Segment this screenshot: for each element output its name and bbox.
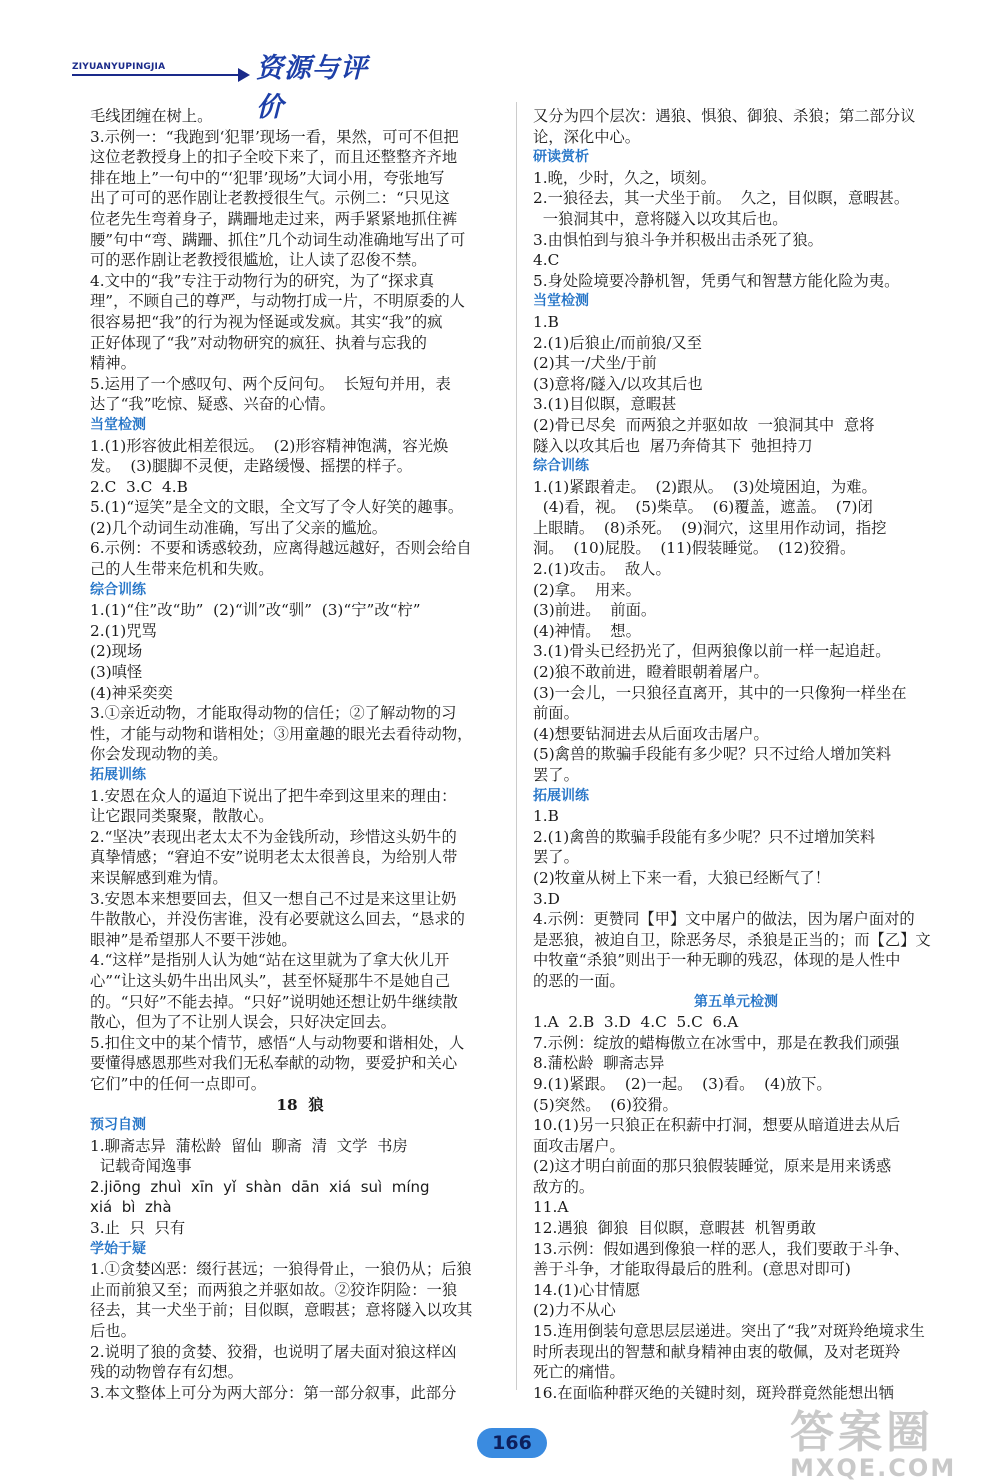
header-arrow-line [72,74,242,76]
answer-line: 2.(1)禽兽的欺骗手段能有多少呢？只不过增加笑料 [533,827,876,846]
answer-line: (2)几个动词生动准确，写出了父亲的尴尬。 [90,518,388,537]
answer-line: 2.一狼径去，其一犬坐于前。 久之，目似瞑，意暇甚。 [533,189,910,208]
answer-line: 1.(1)“住”改“助” (2)“训”改“驯” (3)“宁”改“柠” [90,601,421,620]
answer-line: 1.B [533,312,559,331]
answer-line: 4.文中的“我”专注于动物行为的研究，为了“探求真 [90,271,434,290]
answer-line: 洞。 (10)屁股。 (11)假装睡觉。 (12)狡猾。 [533,539,856,558]
answer-line: (2)牧童从树上下来一看，大狼已经断气了！ [533,868,831,887]
answer-line: (2)骨已尽矣 而两狼之并驱如故 一狼洞其中 意将 [533,415,875,434]
answer-line: 1.①贪婪凶恶：缀行甚远；一狼得骨止，一狼仍从；后狼 [90,1260,472,1279]
answer-line: 5.扣住文中的某个情节，感悟“人与动物要和谐相处，人 [90,1033,465,1052]
right-column [533,106,939,1403]
answer-line: 径去，其一犬坐于前；目似瞑，意暇甚；意将隧入以攻其 [90,1301,473,1320]
answer-line: 4.“这样”是指别人认为她“站在这里就为了拿大伙儿开 [90,951,450,970]
answer-line: (5)禽兽的欺骗手段能有多少呢？只不过给人增加笑料 [533,745,892,764]
page-number: 166 [477,1428,547,1458]
answer-line: 它们”中的任何一点即可。 [90,1074,267,1093]
answer-line: 3.①亲近动物，才能取得动物的信任；②了解动物的习 [90,704,457,723]
column-divider [516,102,517,1390]
answer-line: (2)狼不敢前进，瞪着眼朝着屠户。 [533,663,769,682]
answer-line: 4.C [533,251,560,270]
answer-line: 16.在面临种群灭绝的关键时刻，斑羚群竟然能想出牺 [533,1383,894,1402]
answer-line: 善于斗争，才能取得最后的胜利。(意思对即可) [533,1260,851,1279]
answer-line: 理”，不顾自己的尊严，与动物打成一片，不明原委的人 [90,292,465,311]
answer-line: 3.本文整体上可分为两大部分：第一部分叙事，此部分 [90,1383,457,1402]
answer-line: 2.(1)咒骂 [90,621,157,640]
unit-test-title: 第五单元检测 [694,993,778,1010]
watermark-logo [790,1396,956,1482]
answer-line: 止而前狼又至；而两狼之并驱如故。②狡诈阴险：一狼 [90,1280,458,1299]
answer-line: (5)突然。 (6)狡猾。 [533,1095,678,1114]
answer-line: 死亡的痛惜。 [533,1363,625,1382]
lesson-title: 18 狼 [276,1095,324,1114]
answer-line: 罢了。 [533,848,579,867]
answer-line: 15.连用倒装句意思层层递进。突出了“我”对斑羚绝境求生 [533,1322,925,1341]
answer-line: 你会发现动物的美。 [90,745,228,764]
arrow-right-icon [238,68,250,82]
answer-line: 1.A 2.B 3.D 4.C 5.C 6.A [533,1013,739,1032]
answer-line: 3.由惧怕到与狼斗争并积极出击杀死了狼。 [533,230,823,249]
answer-line: 3.(1)目似瞑，意暇甚 [533,395,677,414]
answer-line: 来误解感到难为情。 [90,868,228,887]
answer-line: 1.聊斋志异 蒲松龄 留仙 聊斋 清 文学 书房 [90,1136,408,1155]
answer-line: 2.说明了狼的贪婪、狡猾，也说明了屠夫面对狼这样凶 [90,1342,457,1361]
watermark-text: 答案圈 [790,1407,934,1458]
answer-line: 真挚情感；“窘迫不安”说明老太太很善良，为给别人带 [90,848,458,867]
answer-line: 1.(1)紧跟着走。 (2)跟从。 (3)处境困迫，为难。 [533,477,877,496]
answer-line: 9.(1)紧跟。 (2)一起。 (3)看。 (4)放下。 [533,1074,832,1093]
answer-line: 2.(1)攻击。 敌人。 [533,560,671,579]
answer-line: (2)其一/犬坐/于前 [533,354,657,373]
answer-line: 性，才能与动物和谐相处；③用童趣的眼光去看待动物， [90,724,473,743]
answer-line: 3.示例一：“我跑到‘犯罪’现场一看，果然，可可不但把 [90,127,459,146]
answer-line: (3)一会儿，一只狼径直离开，其中的一只像狗一样坐在 [533,683,907,702]
section-heading: 当堂检测 [533,293,589,310]
answer-line: 的恶的一面。 [533,971,625,990]
answer-line: 1.(1)形容彼此相差很远。 (2)形容精神饱满，容光焕 [90,436,449,455]
answer-line: 散心，但为了不让别人误会，只好决定回去。 [90,1013,396,1032]
answer-line: 1.安恩在众人的逼迫下说出了把牛牵到这里来的理由： [90,786,457,805]
answer-line: 己的人生带来危机和失败。 [90,560,274,579]
answer-line: 5.身处险境要冷静机智，凭勇气和智慧方能化险为夷。 [533,271,900,290]
answer-line: 2.(1)后狼止/而前狼/又至 [533,333,702,352]
answer-line: 罢了。 [533,766,579,784]
answer-line: 5.(1)“逗笑”是全文的文眼，全文写了令人好笑的趣事。 [90,498,464,517]
answer-line: (3)意将/隧入/以攻其后也 [533,374,703,393]
answer-line: 这位老教授身上的扣子全咬下来了，而且还整整齐齐地 [90,148,458,167]
answer-line: (2)这才明白前面的那只狼假装睡觉，原来是用来诱惑 [533,1157,892,1176]
answer-line: 要懂得感恩那些对我们无私奉献的动物，要爱护和关心 [90,1054,458,1073]
answer-line: 排在地上”一句中的“‘犯罪’现场”大词小用，夸张地写 [90,168,445,187]
answer-line: 位老先生弯着身子，蹒跚地走过来，两手紧紧地抓住裤 [90,209,458,228]
answer-line: (4)神采奕奕 [90,683,173,702]
answer-line: 8.蒲松龄 聊斋志异 [533,1054,665,1073]
answer-line: 12.遇狼 御狼 目似瞑，意暇甚 机智勇敢 [533,1219,816,1238]
answer-line: 13.示例：假如遇到像狼一样的恶人，我们要敢于斗争、 [533,1239,910,1258]
answer-line: 11.A [533,1198,569,1217]
answer-line: (3)前进。 前面。 [533,601,657,620]
answer-line: 论，深化中心。 [533,127,641,146]
answer-line: (2)现场 [90,642,143,661]
answer-line: 1.晚，少时，久之，顷刻。 [533,168,716,187]
answer-line: 达了“我”吃惊、疑惑、兴奋的心情。 [90,395,336,414]
header-pinyin: ZIYUANYUPINGJIA [72,62,166,72]
left-column [90,106,510,1403]
section-heading: 拓展训练 [533,787,589,804]
answer-line: 3.止 只 只有 [90,1219,186,1238]
answer-line: 精神。 [90,354,136,373]
answer-line: 中牧童“杀狼”则出于一种无聊的残忍，体现的是人性中 [533,951,901,970]
pinyin-line: 2.jiōng zhuì xīn yǐ shàn dān xiá suì míng [90,1177,430,1196]
answer-line: 4.示例：更赞同【甲】文中屠户的做法，因为屠户面对的 [533,910,915,929]
answer-line: 面攻击屠户。 [533,1136,625,1155]
answer-line: 5.运用了一个感叹句、两个反问句。 长短句并用，表 [90,374,451,393]
answer-line: (2)力不从心 [533,1301,616,1320]
answer-line: 牛散散心，并没伤害谁，没有必要就这么回去，“恳求的 [90,910,465,929]
answer-line: 腰”句中“弯、蹒跚、抓住”几个动词生动准确地写出了可 [90,230,466,249]
answer-line: 毛线团缠在树上。 [90,107,213,125]
section-heading: 预习自测 [90,1117,146,1134]
answer-line: 是恶狼，被迫自卫，除恶务尽，杀狼是正当的；而【乙】文 [533,930,931,949]
answer-line: (4)想要钻洞进去从后面攻击屠户。 [533,724,769,743]
section-heading: 拓展训练 [90,767,146,783]
answer-line: 残的动物曾存有幻想。 [90,1363,243,1382]
answer-line: 一狼洞其中，意将隧入以攻其后也。 [533,209,788,228]
answer-line: 出了可可的恶作剧让老教授很生气。示例二：“只见这 [90,189,450,208]
answer-line: 时所表现出的智慧和献身精神由衷的敬佩，及对老斑羚 [533,1342,901,1361]
answer-line: 2.“坚决”表现出老太太不为金钱所动，珍惜这头奶牛的 [90,827,457,846]
header-title: 资源与评价 [256,53,368,123]
answer-line: 上眼睛。 (8)杀死。 (9)洞穴，这里用作动词，指挖 [533,518,887,537]
section-heading: 研读赏析 [533,149,589,166]
answer-line: 很容易把“我”的行为视为怪诞或发疯。其实“我”的疯 [90,312,443,331]
section-heading: 当堂检测 [90,416,146,433]
answer-line: 3.D [533,889,560,908]
answer-line: (2)拿。 用来。 [533,580,641,599]
answer-line: 的。“只好”不能去掉。“只好”说明她还想让奶牛继续散 [90,992,458,1011]
answer-line: (3)嗔怪 [90,663,143,682]
section-heading: 综合训练 [533,458,589,475]
answer-line: 7.示例：绽放的蜡梅傲立在冰雪中，那是在教我们顽强 [533,1033,900,1052]
watermark-url: MXQE.COM [790,1454,957,1482]
section-heading: 综合训练 [90,581,146,598]
answer-line: 10.(1)另一只狼正在积薪中打洞，想要从暗道进去从后 [533,1116,901,1135]
answer-line: 又分为四个层次：遇狼、惧狼、御狼、杀狼；第二部分议 [533,107,916,125]
answer-line: 心”“让这头奶牛出出风头”，甚至怀疑那牛不是她自己 [90,971,450,990]
answer-line: 让它跟同类聚聚，散散心。 [90,807,274,826]
answer-line: 记载奇闻逸事 [90,1157,192,1176]
answer-line: 敌方的。 [533,1177,595,1196]
answer-line: 3.(1)骨头已经扔光了，但两狼像以前一样一起追赶。 [533,642,891,661]
answer-line: (4)看，视。 (5)柴草。 (6)覆盖，遮盖。 (7)闭 [533,498,873,517]
answer-line: 14.(1)心甘情愿 [533,1280,641,1299]
answer-line: 2.C 3.C 4.B [90,477,188,496]
section-heading: 学始于疑 [90,1240,146,1257]
answer-line: 眼神”是希望那人不要干涉她。 [90,930,297,949]
answer-line: 正好体现了“我”对动物研究的疯狂、执着与忘我的 [90,333,427,352]
answer-line: 后也。 [90,1322,136,1341]
answer-line: 发。 (3)腿脚不灵便，走路缓慢、摇摆的样子。 [90,457,413,476]
answer-line: (4)神情。 想。 [533,621,641,640]
answer-line: 隧入以攻其后也 屠乃奔倚其下 弛担持刀 [533,436,813,455]
pinyin-line: xiá bì zhà [90,1198,172,1217]
answer-line: 1.B [533,807,559,826]
answer-line: 3.安恩本来想要回去，但又一想自己不过是来这里让奶 [90,889,457,908]
answer-line: 前面。 [533,704,579,723]
answer-line: 可的恶作剧让老教授很尴尬，让人读了忍俊不禁。 [90,251,427,270]
answer-line: 6.示例：不要和诱惑较劲，应离得越远越好，否则会给自 [90,539,472,558]
